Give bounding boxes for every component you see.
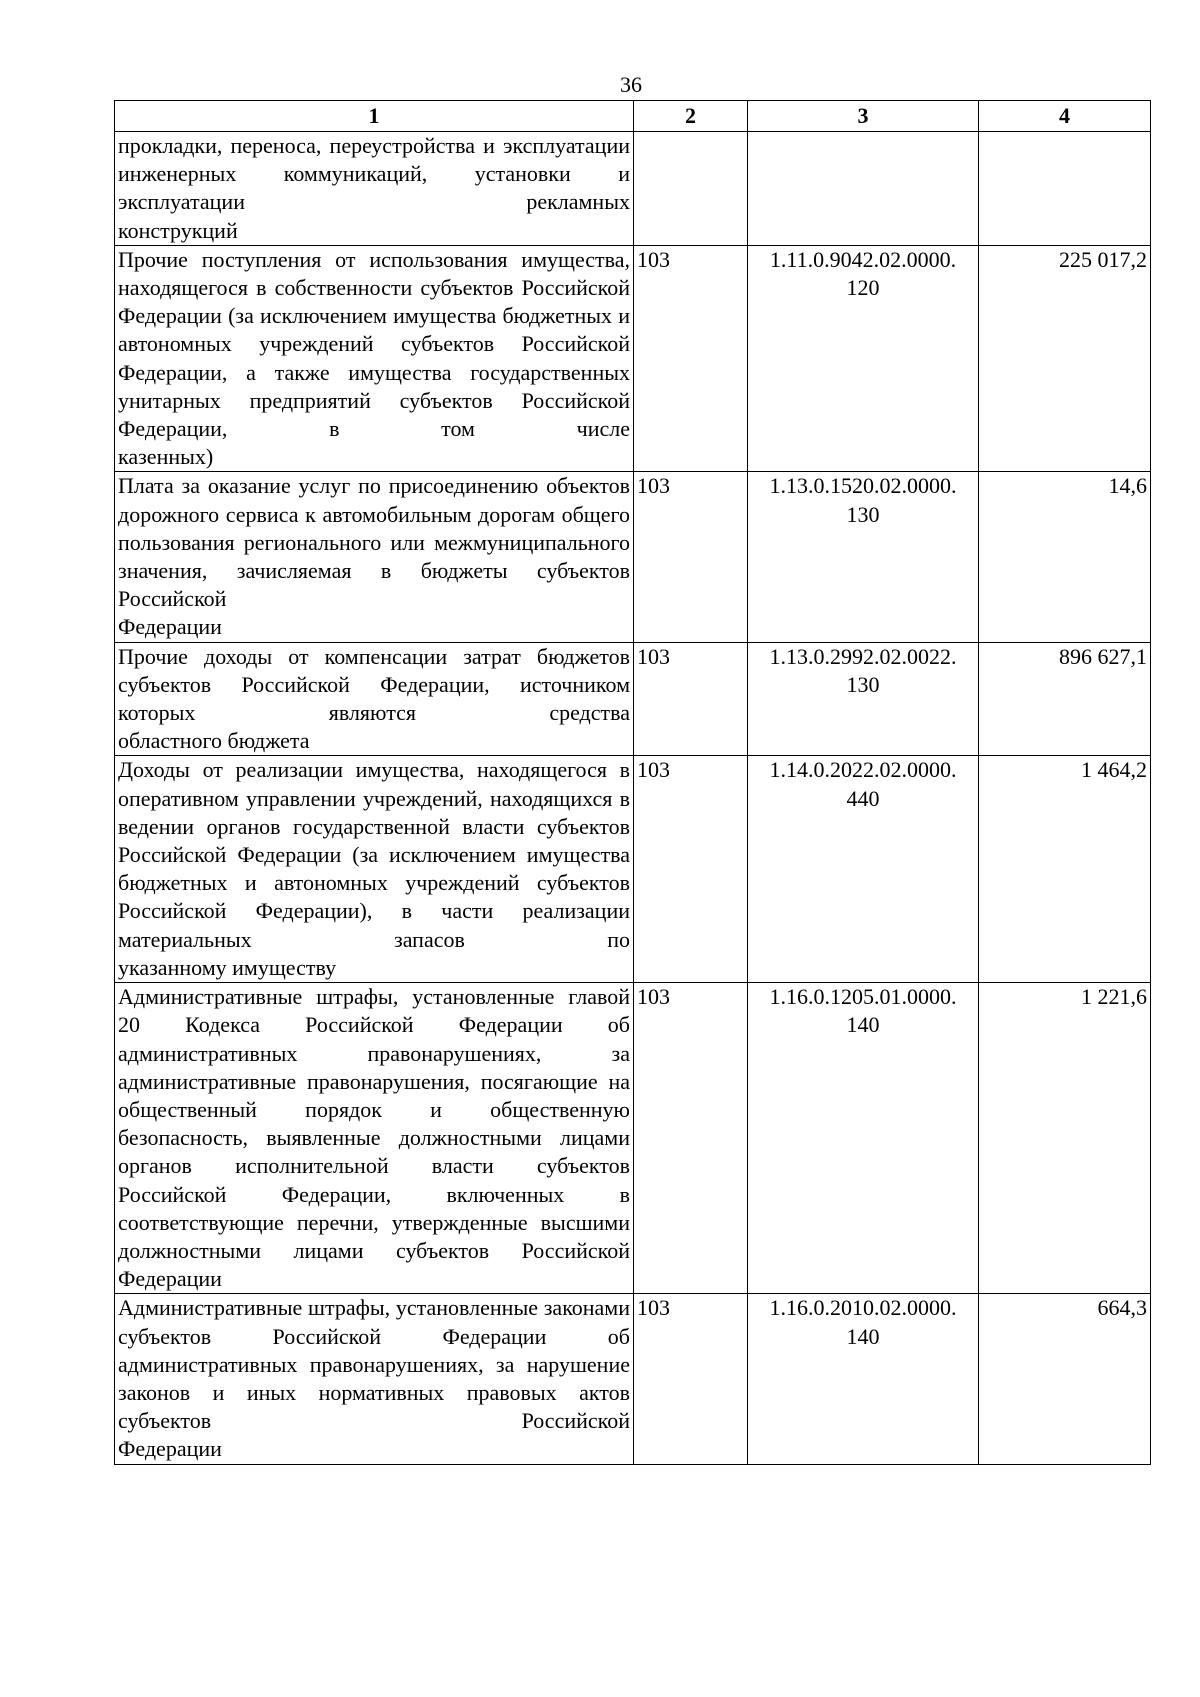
admin-code-cell: 103 xyxy=(634,472,748,642)
page-number: 36 xyxy=(620,72,642,97)
amount-cell: 225 017,2 xyxy=(979,245,1151,472)
budget-code-cell xyxy=(748,756,979,983)
revenue-name-last-line: Федерации xyxy=(118,1436,222,1462)
budget-code-line-2: 440 xyxy=(846,785,880,811)
amount-cell xyxy=(979,132,1151,246)
budget-code-line-1: 1.13.0.2992.02.0022. xyxy=(769,643,957,669)
table-row xyxy=(115,1294,1151,1464)
admin-code-cell xyxy=(634,132,748,246)
table-row xyxy=(115,132,1151,246)
budget-code-line-2: 140 xyxy=(846,1323,880,1349)
budget-code-cell xyxy=(748,472,979,642)
revenue-name-last-line: Федерации xyxy=(118,1266,222,1292)
revenue-name-text: прокладки, переноса, переустройства и эксплуатации инженерных коммуникаций, установки и эксплуатации рекламных xyxy=(118,133,630,215)
column-header-1: 1 xyxy=(115,101,634,132)
admin-code-cell: 103 xyxy=(634,983,748,1294)
budget-code-line-2: 140 xyxy=(846,1012,880,1038)
revenue-name-cell xyxy=(115,756,634,983)
budget-code-line-2: 120 xyxy=(846,275,880,301)
revenue-name-text: Прочие поступления от использования имущества, находящегося в собственности субъектов Российской Федерации (за исключением имущества бюджетных и автономных учреждений субъектов Российской Федерации, а также имущества государственных унитарных предприятий субъектов Российской Федерации, в том числе xyxy=(118,246,630,442)
table-row xyxy=(115,642,1151,756)
revenue-name-last-line: указанному имуществу xyxy=(118,954,337,980)
budget-code-cell xyxy=(748,132,979,246)
budget-code-line-1: 1.16.0.1205.01.0000. xyxy=(769,984,957,1010)
revenue-name-last-line: казенных) xyxy=(118,444,214,470)
column-header-4: 4 xyxy=(979,101,1151,132)
table-row xyxy=(115,756,1151,983)
revenue-name-text: Административные штрафы, установленные главой 20 Кодекса Российской Федерации об административных правонарушениях, за административные правонарушения, посягающие на общественный порядок и общественную безопасность, выявленные должностными лицами органов исполнительной власти субъектов Российской Федерации, включенных в соответствующие перечни, утвержденные высшими должностными лицами субъектов Российской xyxy=(118,984,630,1263)
admin-code-cell: 103 xyxy=(634,1294,748,1464)
revenue-name-cell xyxy=(115,132,634,246)
revenue-name-cell xyxy=(115,983,634,1294)
budget-code-line-2: 130 xyxy=(846,501,880,527)
revenue-name-text: Доходы от реализации имущества, находящегося в оперативном управлении учреждений, находящихся в ведении органов государственной власти субъектов Российской Федерации (за исключением имущества бюджетных и автономных учреждений субъектов Российской Федерации), в части реализации материальных запасов по xyxy=(118,757,630,952)
budget-code-cell xyxy=(748,642,979,756)
budget-revenue-table xyxy=(114,100,1151,1465)
admin-code-cell: 103 xyxy=(634,245,748,472)
amount-cell: 664,3 xyxy=(979,1294,1151,1464)
revenue-name-last-line: конструкций xyxy=(118,217,238,243)
revenue-name-last-line: Федерации xyxy=(118,614,222,640)
budget-code-cell xyxy=(748,245,979,472)
amount-cell: 14,6 xyxy=(979,472,1151,642)
revenue-name-text: Плата за оказание услуг по присоединению объектов дорожного сервиса к автомобильным дорогам общего пользования регионального или межмуниципального значения, зачисляемая в бюджеты субъектов Российской xyxy=(118,473,630,612)
revenue-name-text: Прочие доходы от компенсации затрат бюджетов субъектов Российской Федерации, источником которых являются средства xyxy=(118,643,630,726)
column-header-2: 2 xyxy=(634,101,748,132)
admin-code-cell: 103 xyxy=(634,756,748,983)
revenue-name-cell xyxy=(115,642,634,756)
amount-cell: 1 464,2 xyxy=(979,756,1151,983)
budget-code-line-1: 1.13.0.1520.02.0000. xyxy=(769,473,957,499)
budget-code-line-2: 130 xyxy=(846,671,880,697)
table-row xyxy=(115,472,1151,642)
budget-code-line-1: 1.11.0.9042.02.0000. xyxy=(769,246,957,272)
budget-code-cell xyxy=(748,983,979,1294)
table-row xyxy=(115,983,1151,1294)
revenue-name-last-line: областного бюджета xyxy=(118,728,310,754)
table-header-row xyxy=(115,101,1151,132)
table-row xyxy=(115,245,1151,472)
revenue-name-text: Административные штрафы, установленные законами субъектов Российской Федерации об административных правонарушениях, за нарушение законов и иных нормативных правовых актов субъектов Российской xyxy=(118,1295,630,1434)
budget-code-line-1: 1.16.0.2010.02.0000. xyxy=(769,1295,957,1321)
revenue-name-cell xyxy=(115,1294,634,1464)
admin-code-cell: 103 xyxy=(634,642,748,756)
revenue-name-cell xyxy=(115,472,634,642)
amount-cell: 896 627,1 xyxy=(979,642,1151,756)
amount-cell: 1 221,6 xyxy=(979,983,1151,1294)
column-header-3: 3 xyxy=(748,101,979,132)
budget-code-line-1: 1.14.0.2022.02.0000. xyxy=(769,757,957,783)
revenue-name-cell xyxy=(115,245,634,472)
budget-code-cell xyxy=(748,1294,979,1464)
